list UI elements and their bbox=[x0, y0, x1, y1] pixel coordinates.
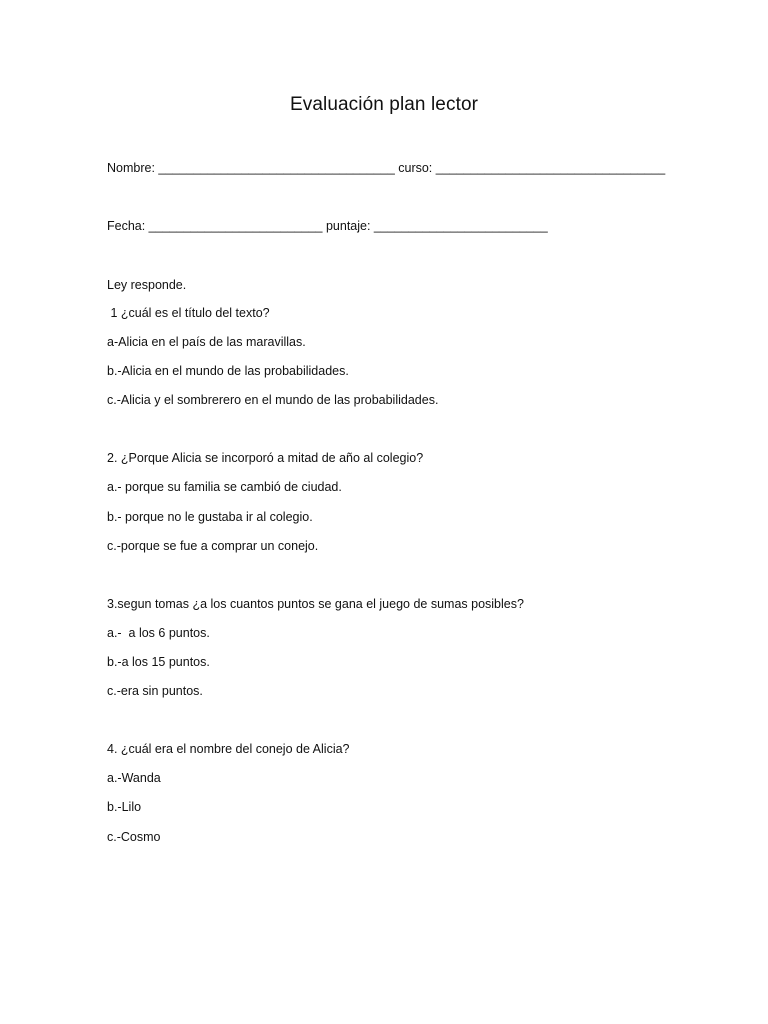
question-4-option-a: a.-Wanda bbox=[107, 771, 161, 785]
question-2-option-b: b.- porque no le gustaba ir al colegio. bbox=[107, 510, 313, 524]
question-3-option-a: a.- a los 6 puntos. bbox=[107, 626, 210, 640]
instruction-text: Ley responde. bbox=[107, 278, 187, 292]
question-4-option-b: b.-Lilo bbox=[107, 800, 142, 814]
question-4-prompt: 4. ¿cuál era el nombre del conejo de Alicia? bbox=[107, 742, 350, 756]
question-1-option-a: a-Alicia en el país de las maravillas. bbox=[107, 335, 306, 349]
nombre-curso-row: Nombre: __________________________________ curso: _________________________________ bbox=[107, 161, 666, 175]
question-4-option-c: c.-Cosmo bbox=[107, 830, 161, 844]
question-3-prompt: 3.segun tomas ¿a los cuantos puntos se gana el juego de sumas posibles? bbox=[107, 597, 524, 611]
question-1-prompt: 1 ¿cuál es el título del texto? bbox=[107, 306, 270, 320]
page-title: Evaluación plan lector bbox=[289, 94, 479, 115]
question-2-prompt: 2. ¿Porque Alicia se incorporó a mitad de año al colegio? bbox=[107, 451, 424, 465]
question-2-option-a: a.- porque su familia se cambió de ciudad. bbox=[107, 480, 342, 494]
question-3-option-c: c.-era sin puntos. bbox=[107, 684, 203, 698]
fecha-puntaje-row: Fecha: _________________________ puntaje: _________________________ bbox=[107, 219, 548, 233]
question-2-option-c: c.-porque se fue a comprar un conejo. bbox=[107, 539, 319, 553]
question-1-option-c: c.-Alicia y el sombrerero en el mundo de las probabilidades. bbox=[107, 393, 439, 407]
question-3-option-b: b.-a los 15 puntos. bbox=[107, 655, 210, 669]
question-1-option-b: b.-Alicia en el mundo de las probabilidades. bbox=[107, 364, 349, 378]
